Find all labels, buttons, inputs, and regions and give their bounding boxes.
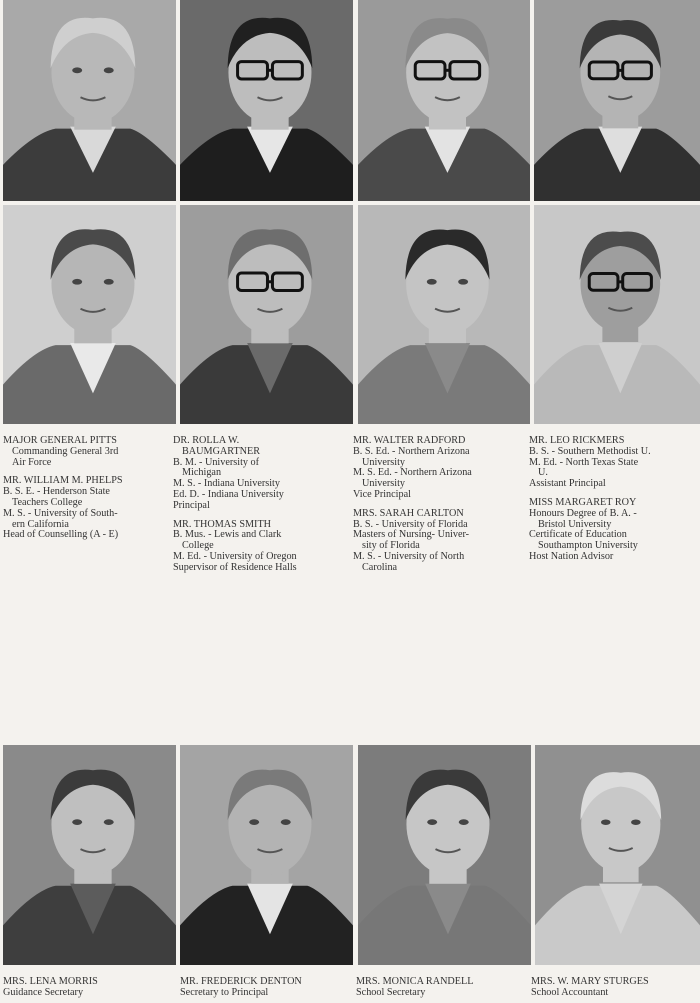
portrait-drawing bbox=[3, 205, 176, 424]
portrait-drawing bbox=[535, 745, 700, 965]
caption-line: Masters of Nursing- Univer- bbox=[353, 529, 470, 541]
caption-column-2 bbox=[173, 436, 297, 574]
caption-line: MR. WALTER RADFORD bbox=[353, 435, 466, 446]
portrait-drawing bbox=[180, 745, 353, 965]
caption-line: Southampton University bbox=[538, 540, 638, 552]
caption-line: Host Nation Advisor bbox=[529, 550, 614, 562]
caption-line: MR. WILLIAM M. PHELPS bbox=[3, 475, 123, 487]
portrait-randell bbox=[358, 745, 531, 965]
portrait-denton bbox=[180, 745, 353, 965]
caption-name: MRS. LENA MORRIS bbox=[3, 976, 98, 987]
portrait-phelps bbox=[3, 205, 176, 424]
caption-line: B. S. Ed. - Northern Arizona bbox=[353, 445, 470, 457]
caption-sturges bbox=[531, 977, 649, 999]
caption-name: MRS. MONICA RANDELL bbox=[356, 976, 474, 987]
caption-line: Ed. D. - Indiana University bbox=[173, 488, 284, 500]
caption-line: MISS MARGARET ROY bbox=[529, 496, 637, 508]
portrait-drawing bbox=[3, 0, 176, 201]
portrait-roy bbox=[534, 205, 700, 424]
caption-line: B. S. - Southern Methodist U. bbox=[529, 445, 651, 457]
caption-line: M. S. Ed. - Northern Arizona bbox=[353, 467, 472, 479]
caption-line: Honours Degree of B. A. - bbox=[529, 507, 637, 519]
caption-line: sity of Florida bbox=[362, 540, 420, 552]
caption-line: MR. THOMAS SMITH bbox=[173, 518, 272, 530]
caption-line: MR. LEO RICKMERS bbox=[529, 435, 625, 446]
caption-role: School Accountant bbox=[531, 986, 609, 998]
portrait-carlton bbox=[358, 205, 530, 424]
caption-line: MAJOR GENERAL PITTS bbox=[3, 435, 117, 446]
portrait-pitts bbox=[3, 0, 176, 201]
portrait-rickmers bbox=[534, 0, 700, 201]
portrait-smith bbox=[180, 205, 353, 424]
portrait-radford bbox=[358, 0, 530, 201]
caption-line: M. S. - University of South- bbox=[3, 507, 118, 519]
caption-line: University bbox=[362, 478, 406, 490]
caption-line: B. Mus. - Lewis and Clark bbox=[173, 529, 282, 541]
caption-line: B. S. E. - Henderson State bbox=[3, 486, 110, 498]
caption-line: Assistant Principal bbox=[529, 478, 606, 490]
caption-line: Vice Principal bbox=[353, 488, 411, 500]
caption-line: Michigan bbox=[182, 467, 222, 479]
caption-line: Bristol University bbox=[538, 518, 612, 530]
caption-column-1 bbox=[3, 436, 123, 541]
portrait-morris bbox=[3, 745, 176, 965]
caption-line: B. M. - University of bbox=[173, 456, 260, 468]
caption-role: School Secretary bbox=[356, 986, 426, 998]
caption-line: M. Ed. - University of Oregon bbox=[173, 550, 297, 562]
portrait-drawing bbox=[534, 205, 700, 424]
caption-line: DR. ROLLA W. bbox=[173, 435, 240, 446]
caption-line: U. bbox=[538, 467, 548, 479]
caption-line: Head of Counselling (A - E) bbox=[3, 529, 119, 541]
caption-line: University bbox=[362, 456, 406, 468]
caption-name: MR. FREDERICK DENTON bbox=[180, 976, 302, 987]
portrait-drawing bbox=[3, 745, 176, 965]
caption-line: M. Ed. - North Texas State bbox=[529, 456, 639, 468]
caption-column-3 bbox=[353, 436, 472, 574]
caption-column-4 bbox=[529, 436, 651, 563]
caption-line: ern California bbox=[12, 518, 69, 530]
portrait-drawing bbox=[534, 0, 700, 201]
caption-line: Air Force bbox=[12, 456, 52, 468]
caption-line: Supervisor of Residence Halls bbox=[173, 561, 297, 573]
caption-role: Guidance Secretary bbox=[3, 986, 84, 998]
portrait-drawing bbox=[358, 745, 531, 965]
caption-randell bbox=[356, 977, 473, 999]
caption-line: College bbox=[182, 540, 214, 552]
portrait-baumgartner bbox=[180, 0, 353, 201]
caption-line: M. S. - Indiana University bbox=[173, 478, 280, 490]
caption-line: Commanding General 3rd bbox=[12, 445, 119, 457]
caption-morris bbox=[3, 977, 98, 999]
portrait-drawing bbox=[180, 205, 353, 424]
caption-role: Secretary to Principal bbox=[180, 986, 269, 998]
portrait-drawing bbox=[358, 205, 530, 424]
caption-line: Teachers College bbox=[12, 496, 83, 508]
portrait-drawing bbox=[180, 0, 353, 201]
caption-line: B. S. - University of Florida bbox=[353, 518, 468, 530]
caption-line: Carolina bbox=[362, 561, 398, 573]
caption-line: Certificate of Education bbox=[529, 529, 627, 541]
caption-denton bbox=[180, 977, 302, 999]
portrait-sturges bbox=[535, 745, 700, 965]
caption-line: BAUMGARTNER bbox=[182, 445, 261, 457]
caption-line: Principal bbox=[173, 499, 210, 511]
portrait-drawing bbox=[358, 0, 530, 201]
caption-name: MRS. W. MARY STURGES bbox=[531, 976, 649, 987]
caption-line: M. S. - University of North bbox=[353, 550, 465, 562]
caption-line: MRS. SARAH CARLTON bbox=[353, 507, 464, 519]
